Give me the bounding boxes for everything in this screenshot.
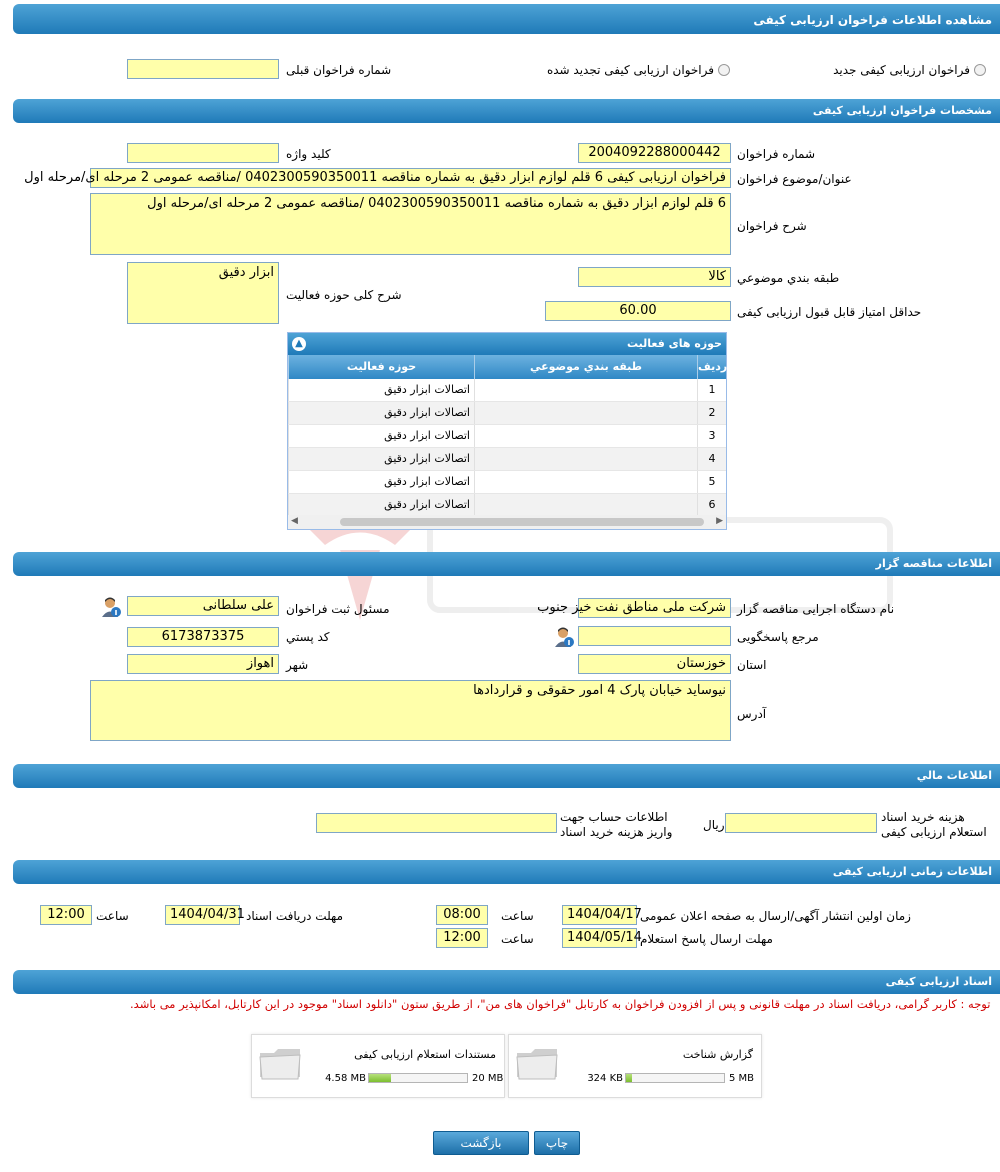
row-category xyxy=(474,494,697,516)
address-field: نیوساید خیابان پارک 4 امور حقوقی و قراردادها xyxy=(90,680,731,741)
row-activity: اتصالات ابزار دقیق xyxy=(288,471,474,493)
account-label-2: واریز هزینه خرید اسناد xyxy=(560,825,673,839)
row-number: 6 xyxy=(697,494,726,516)
min-score-field: 60.00 xyxy=(545,301,731,321)
documents-note: توجه : کاربر گرامی، دریافت اسناد در مهلت قانونی و پس از افزودن فراخوان به کارتابل "فراخوان های من"، از طریق ستون "دانلود اسناد" موجود در این کارتابل، امکانپذیر می باشد. xyxy=(130,997,991,1011)
publish-time-label: ساعت xyxy=(501,909,534,923)
document-card[interactable] xyxy=(508,1034,762,1098)
receive-label: مهلت دریافت اسناد xyxy=(246,909,344,923)
table-row[interactable] xyxy=(288,425,726,448)
column-header-category[interactable]: طبقه بندي موضوعي xyxy=(474,355,697,379)
document-title[interactable]: گزارش شناخت xyxy=(682,1048,753,1061)
reference-field xyxy=(578,626,731,646)
postal-field: 6173873375 xyxy=(127,627,279,647)
scroll-left-icon[interactable]: ◀ xyxy=(291,516,298,526)
account-label-1: اطلاعات حساب جهت xyxy=(560,810,668,824)
collapse-icon[interactable]: ▲ xyxy=(292,337,306,351)
row-category xyxy=(474,448,697,470)
receive-time-label: ساعت xyxy=(96,909,129,923)
documents-section-title: اسناد ارزیابی کیفی xyxy=(885,975,992,988)
row-activity: اتصالات ابزار دقیق xyxy=(288,402,474,424)
radio-renewed-call-label: فراخوان ارزیابی کیفی تجدید شده xyxy=(546,63,714,77)
registrar-field: علی سلطانی xyxy=(127,596,279,616)
receive-date-field: 1404/04/31 xyxy=(165,905,240,925)
row-category xyxy=(474,379,697,401)
back-button[interactable]: بازگشت xyxy=(433,1131,529,1155)
document-title[interactable]: مستندات استعلام ارزیابی کیفی xyxy=(354,1048,496,1061)
province-label: استان xyxy=(737,658,767,672)
org-field: شرکت ملی مناطق نفت خیز جنوب xyxy=(578,598,731,618)
column-header-row-number[interactable]: رديف xyxy=(697,355,726,379)
table-row[interactable] xyxy=(288,448,726,471)
org-label: نام دستگاه اجرایی مناقصه گزار xyxy=(737,602,895,616)
row-activity: اتصالات ابزار دقیق xyxy=(288,379,474,401)
folder-icon xyxy=(515,1045,559,1081)
spec-section-header xyxy=(13,99,1000,123)
min-score-label: حداقل امتیاز قابل قبول ارزیابی کیفی xyxy=(737,305,922,319)
reference-info-icon[interactable] xyxy=(553,626,575,648)
row-activity: اتصالات ابزار دقیق xyxy=(288,425,474,447)
row-number: 1 xyxy=(697,379,726,401)
cost-label-2: استعلام ارزیابی کیفی xyxy=(881,825,987,839)
tenderer-section-title: اطلاعات مناقصه گزار xyxy=(875,557,992,570)
timing-section-title: اطلاعات زمانی ارزیابی کیفی xyxy=(832,865,992,878)
subject-field: فراخوان ارزیابی کیفی 6 قلم لوازم ابزار دقیق به شماره مناقصه 0402300590350011 /مناقصه عمومی 2 مرحله ای/مرحله اول xyxy=(90,168,731,188)
row-activity: اتصالات ابزار دقیق xyxy=(288,448,474,470)
document-max-size: 20 MB xyxy=(472,1073,504,1084)
row-number: 2 xyxy=(697,402,726,424)
publish-label: زمان اولین انتشار آگهی/ارسال به صفحه اعلان عمومی xyxy=(640,909,911,923)
finance-section-title: اطلاعات مالي xyxy=(916,769,992,782)
scroll-thumb[interactable] xyxy=(340,518,704,526)
receive-time-field: 12:00 xyxy=(40,905,92,925)
table-row[interactable] xyxy=(288,379,726,402)
spec-section-title: مشخصات فراخوان ارزیابی کیفی xyxy=(812,104,992,117)
address-label: آدرس xyxy=(737,707,767,721)
row-number: 3 xyxy=(697,425,726,447)
publish-time-field: 08:00 xyxy=(436,905,488,925)
activity-grid-title: حوزه های فعالیت xyxy=(627,337,722,350)
page-header xyxy=(13,4,1000,34)
document-size: 324 KB xyxy=(587,1073,623,1084)
document-size: 4.58 MB xyxy=(325,1073,366,1084)
reply-time-field: 12:00 xyxy=(436,928,488,948)
category-field: کالا xyxy=(578,267,731,287)
category-label: طبقه بندي موضوعي xyxy=(737,271,840,285)
finance-section-header xyxy=(13,764,1000,788)
radio-renewed-call[interactable] xyxy=(718,64,730,76)
horizontal-scrollbar[interactable] xyxy=(288,515,726,529)
row-category xyxy=(474,402,697,424)
province-field: خوزستان xyxy=(578,654,731,674)
activity-desc-label: شرح کلی حوزه فعالیت xyxy=(286,288,402,302)
user-info-icon[interactable] xyxy=(100,596,122,618)
documents-section-header xyxy=(13,970,1000,994)
row-category xyxy=(474,471,697,493)
row-category xyxy=(474,425,697,447)
document-size-bar-fill xyxy=(369,1074,391,1082)
table-row[interactable] xyxy=(288,494,726,517)
keyword-field xyxy=(127,143,279,163)
timing-section-header xyxy=(13,860,1000,884)
city-label: شهر xyxy=(286,658,309,672)
row-number: 4 xyxy=(697,448,726,470)
account-field xyxy=(316,813,557,833)
previous-number-field[interactable] xyxy=(127,59,279,79)
scroll-right-icon[interactable]: ▶ xyxy=(716,516,723,526)
call-number-field: 2004092288000442 xyxy=(578,143,731,163)
publish-date-field: 1404/04/17 xyxy=(562,905,637,925)
description-label: شرح فراخوان xyxy=(737,219,807,233)
radio-new-call-label: فراخوان ارزیابی کیفی جدید xyxy=(833,63,970,77)
print-button[interactable]: چاپ xyxy=(534,1131,580,1155)
city-field: اهواز xyxy=(127,654,279,674)
page-title: مشاهده اطلاعات فراخوان ارزیابی کیفی xyxy=(753,13,992,27)
radio-new-call[interactable] xyxy=(974,64,986,76)
reference-label: مرجع پاسخگویی xyxy=(737,630,819,644)
table-row[interactable] xyxy=(288,402,726,425)
description-field: 6 قلم لوازم ابزار دقیق به شماره مناقصه 0402300590350011 /مناقصه عمومی 2 مرحله ای/مرحله اول xyxy=(90,193,731,255)
folder-icon xyxy=(258,1045,302,1081)
table-row[interactable] xyxy=(288,471,726,494)
previous-number-label: شماره فراخوان قبلی xyxy=(286,63,392,77)
cost-label-1: هزینه خرید اسناد xyxy=(881,810,965,824)
row-number: 5 xyxy=(697,471,726,493)
tenderer-section-header xyxy=(13,552,1000,576)
document-max-size: 5 MB xyxy=(729,1073,755,1084)
column-header-activity[interactable]: حوزه فعالیت xyxy=(288,355,474,379)
subject-label: عنوان/موضوع فراخوان xyxy=(737,172,852,186)
document-size-bar xyxy=(625,1073,725,1083)
call-number-label: شماره فراخوان xyxy=(737,147,815,161)
document-card[interactable] xyxy=(251,1034,505,1098)
document-size-bar-fill xyxy=(626,1074,632,1082)
document-size-bar xyxy=(368,1073,468,1083)
reply-time-label: ساعت xyxy=(501,932,534,946)
keyword-label: کلید واژه xyxy=(286,147,331,161)
row-activity: اتصالات ابزار دقیق xyxy=(288,494,474,516)
activity-grid-title-bar xyxy=(288,333,726,355)
cost-field xyxy=(725,813,877,833)
reply-label: مهلت ارسال پاسخ استعلام xyxy=(640,932,773,946)
activity-grid-header xyxy=(288,355,726,379)
registrar-label: مسئول ثبت فراخوان xyxy=(286,602,390,616)
postal-label: کد پستي xyxy=(286,630,330,644)
reply-date-field: 1404/05/14 xyxy=(562,928,637,948)
activity-grid xyxy=(287,332,727,530)
activity-desc-field: ابزار دقیق xyxy=(127,262,279,324)
currency-label: ریال xyxy=(703,818,725,832)
